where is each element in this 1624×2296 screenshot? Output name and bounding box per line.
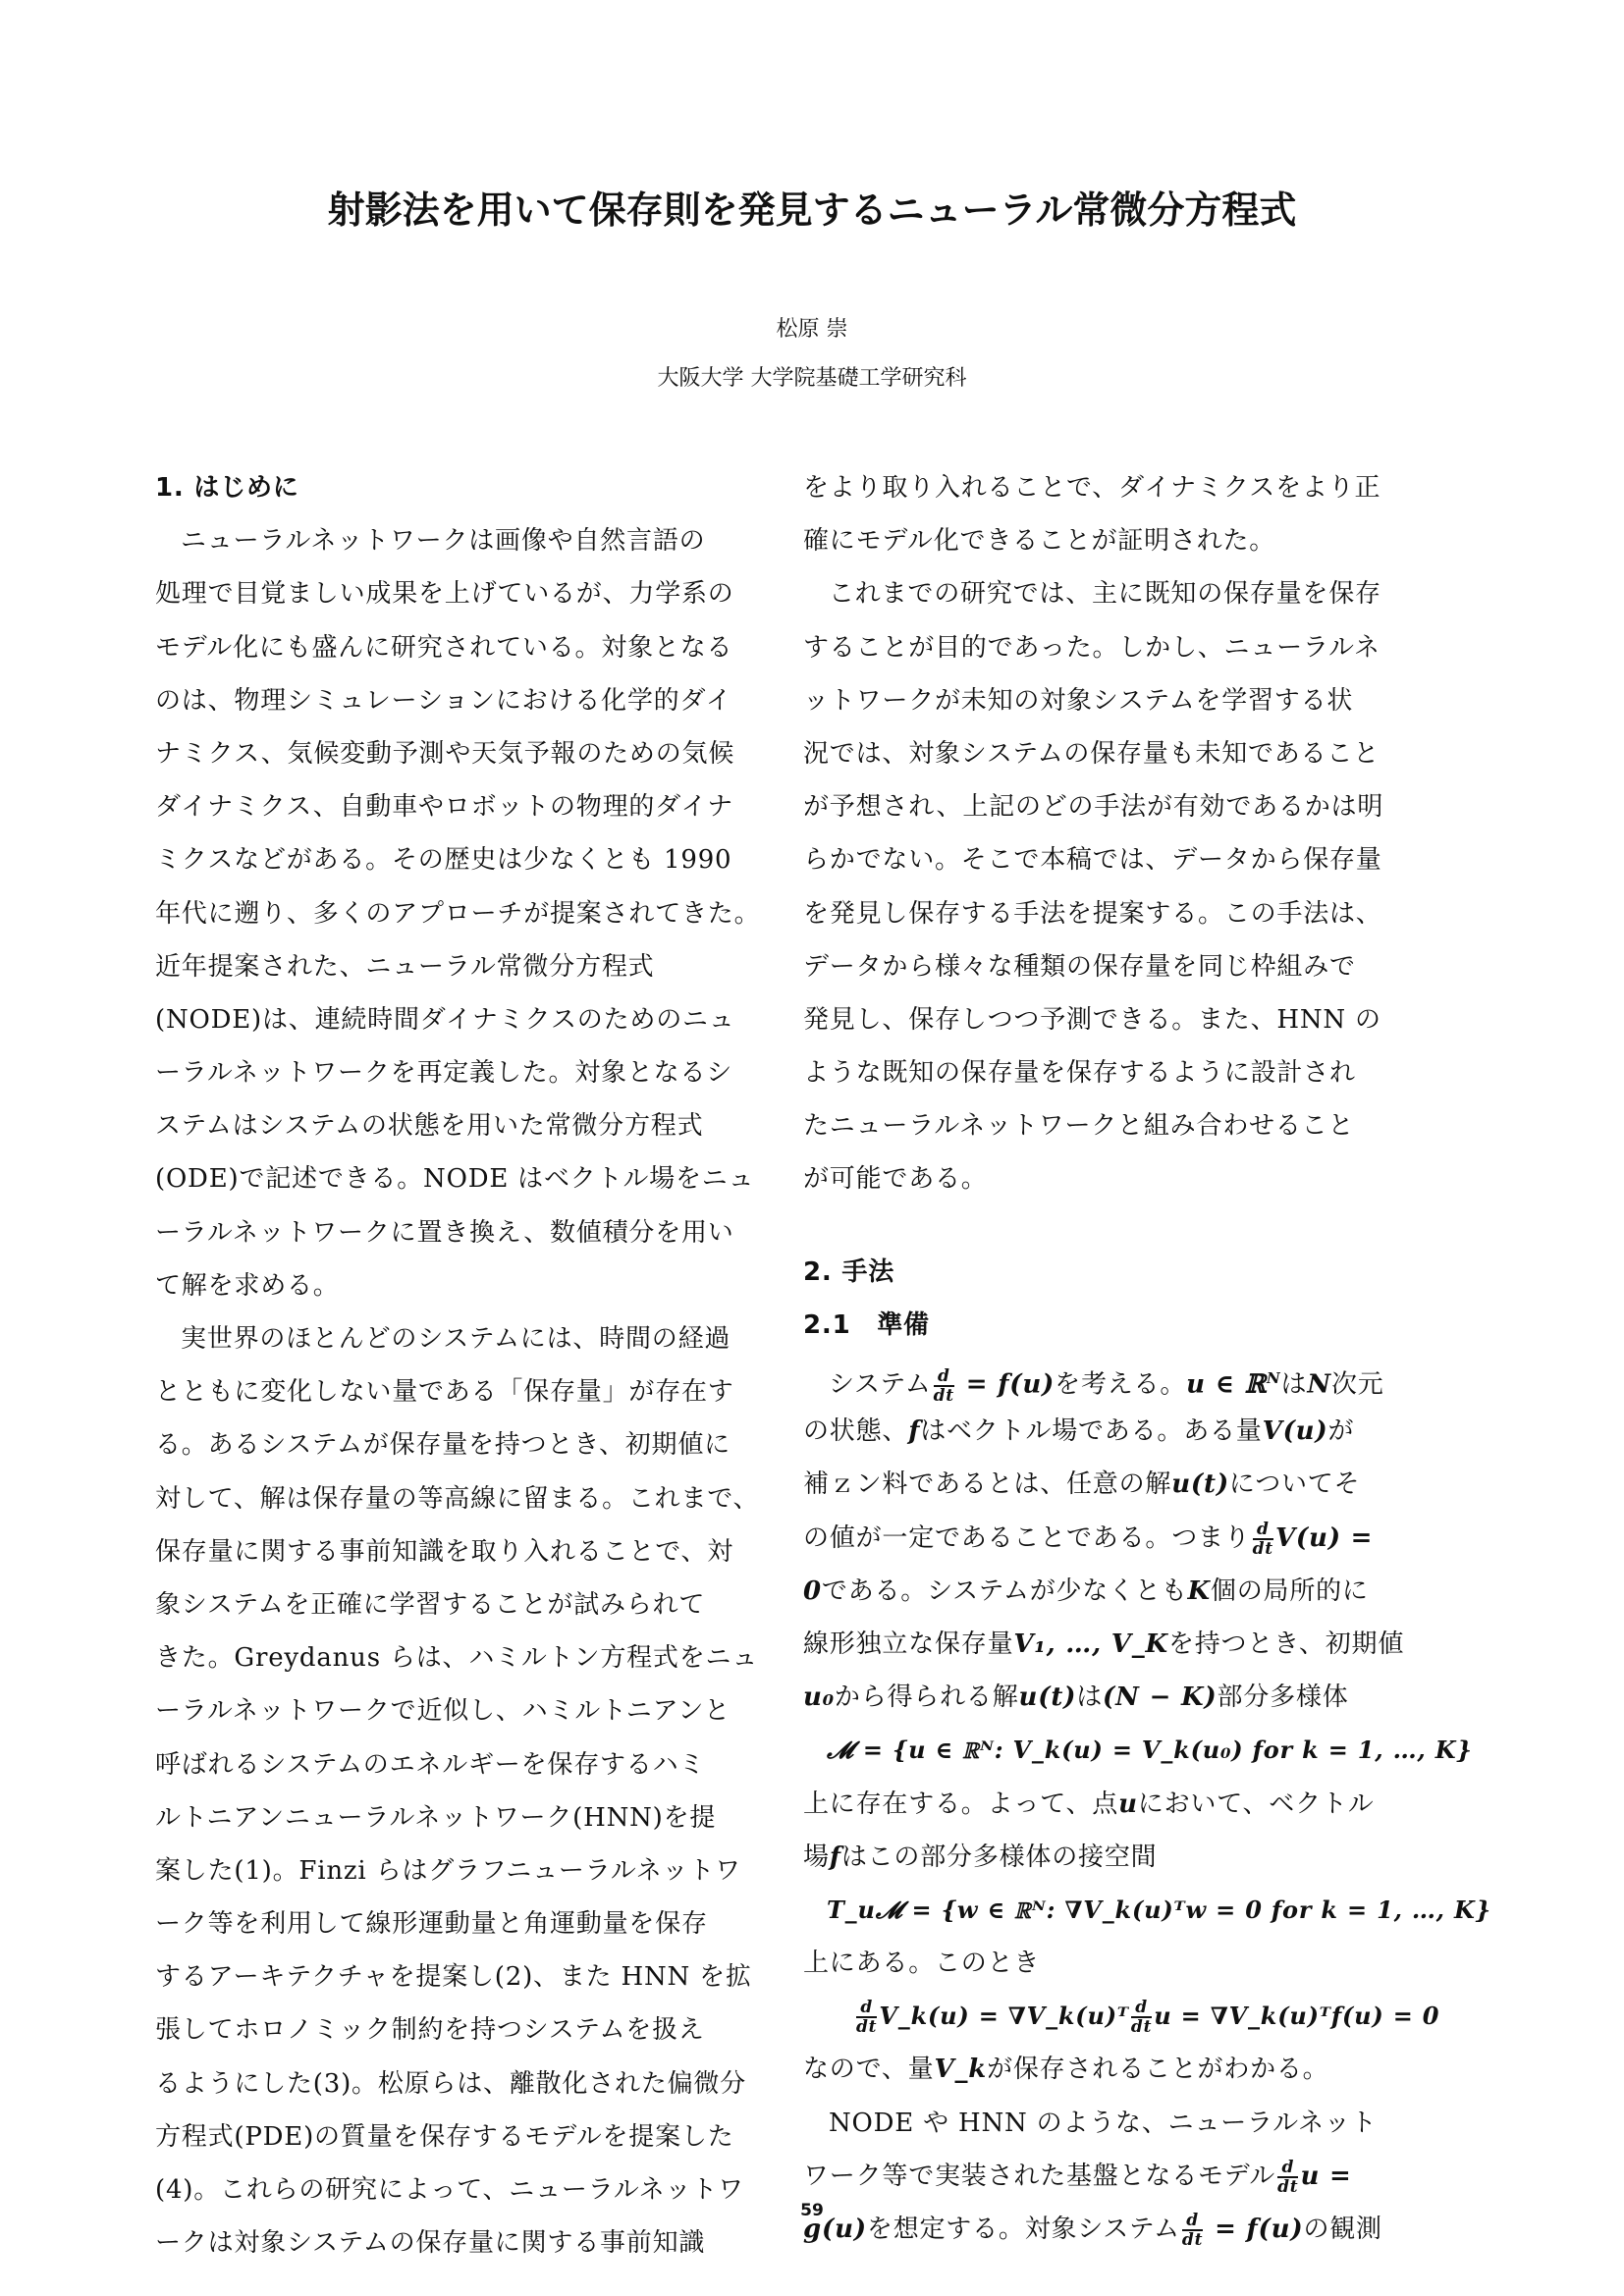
text-line: とともに変化しない量である「保存量」が存在す bbox=[155, 1377, 734, 1408]
method-line bbox=[803, 1405, 1432, 1458]
text-line: ーク等を利用して線形運動量と角運動量を保存 bbox=[155, 1909, 708, 1940]
method-line bbox=[803, 1831, 1432, 1884]
method-line bbox=[803, 1618, 1432, 1671]
text: はこの部分多様体の接空間 bbox=[840, 1842, 1158, 1872]
text-line: をより取り入れることで、ダイナミクスをより正 bbox=[803, 473, 1381, 503]
right-column bbox=[803, 461, 1491, 2256]
left-column bbox=[155, 461, 784, 2269]
math: 0 bbox=[803, 1575, 822, 1606]
text-line: (4)。これらの研究によって、ニューラルネットワ bbox=[155, 2175, 744, 2205]
text-line: を発見し保存する手法を提案する。この手法は、 bbox=[803, 898, 1382, 929]
equation-conservation bbox=[803, 1990, 1440, 2043]
math: V₁, …, V_K bbox=[1013, 1629, 1168, 1659]
math: V_k bbox=[934, 2055, 988, 2085]
text: を考える。 bbox=[1055, 1369, 1187, 1400]
text-line: 方程式(PDE)の質量を保存するモデルを提案した bbox=[155, 2121, 734, 2152]
text-line: 保存量に関する事前知識を取り入れることで、対 bbox=[155, 1536, 734, 1567]
text: を想定する。対象システム bbox=[866, 2215, 1180, 2244]
method-body bbox=[803, 1352, 1491, 2256]
text-line: 発見し、保存しつつ予測できる。また、HNN の bbox=[803, 1004, 1381, 1035]
method-line bbox=[803, 2043, 1432, 2096]
frac-den: dt bbox=[1130, 2017, 1153, 2038]
math: K bbox=[1187, 1575, 1211, 1606]
math: V(u) = bbox=[1274, 1522, 1374, 1553]
text-line: (ODE)で記述できる。NODE はベクトル場をニュ bbox=[155, 1164, 755, 1195]
text: が保存されることがわかる。 bbox=[987, 2055, 1329, 2085]
text-line: データから様々な種類の保存量を同じ枠組みで bbox=[803, 951, 1356, 982]
text-line: ーラルネットワークで近似し、ハミルトニアンと bbox=[155, 1696, 731, 1727]
text-line: る。あるシステムが保存量を持つとき、初期値に bbox=[155, 1430, 731, 1461]
text-line: 近年提案された、ニューラル常微分方程式 bbox=[155, 951, 655, 982]
derivative-fraction bbox=[1131, 1999, 1152, 2036]
text-line: ーラルネットワークに置き換え、数値積分を用い bbox=[155, 1217, 734, 1248]
frac-den: dt bbox=[1181, 2230, 1204, 2250]
text-line: ような既知の保存量を保存するように設計され bbox=[803, 1058, 1356, 1089]
method-line: NODE や HNN のような、ニューラルネット bbox=[829, 2108, 1378, 2138]
text-line: 張してホロノミック制約を持つシステムを扱え bbox=[155, 2015, 705, 2046]
text-line: ルトニアンニューラルネットワーク(HNN)を提 bbox=[155, 1802, 717, 1833]
text-line: 処理で目覚ましい成果を上げているが、力学系の bbox=[155, 579, 734, 610]
equation-tangent-space: T_u𝓜 = {w ∈ ℝᴺ: ∇V_k(u)ᵀw = 0 for k = 1, …, K} bbox=[827, 1895, 1491, 1924]
text: ワーク等で実装された基盤となるモデル bbox=[803, 2161, 1276, 2191]
method-line bbox=[803, 2150, 1432, 2203]
math: V(u) bbox=[1262, 1416, 1328, 1447]
text: 上に存在する。よって、点 bbox=[803, 1789, 1119, 1819]
text: 個の局所的に bbox=[1210, 1575, 1369, 1606]
text-line: することが目的であった。しかし、ニューラルネ bbox=[803, 632, 1380, 663]
frac-num: d bbox=[934, 1367, 954, 1387]
text-line: モデル化にも盛んに研究されている。対象となる bbox=[155, 632, 733, 663]
introduction-continued bbox=[803, 461, 1432, 1206]
math: u(t) bbox=[1018, 1682, 1077, 1713]
frac-den: dt bbox=[1252, 1538, 1273, 1559]
math: g(u) bbox=[803, 2215, 867, 2244]
frac-num: d bbox=[1131, 1999, 1152, 2018]
text: 次元 bbox=[1330, 1369, 1384, 1400]
text-line: のは、物理シミュレーションにおける化学的ダイ bbox=[155, 685, 732, 716]
text-line: ークは対象システムの保存量に関する事前知識 bbox=[155, 2228, 706, 2259]
text: を持つとき、初期値 bbox=[1167, 1629, 1405, 1659]
text-line: 年代に遡り、多くのアプローチが提案されてきた。 bbox=[155, 898, 761, 929]
frac-num: d bbox=[1182, 2212, 1203, 2231]
method-line bbox=[803, 1565, 1432, 1618]
section-heading-method: 2. 手法 bbox=[803, 1256, 895, 1287]
text-line: ステムはシステムの状態を用いた常微分方程式 bbox=[155, 1111, 704, 1142]
method-line bbox=[803, 1352, 1432, 1405]
text-line: が可能である。 bbox=[803, 1164, 988, 1195]
derivative-fraction bbox=[934, 1367, 954, 1405]
text: 部分多様体 bbox=[1217, 1682, 1349, 1713]
text-line: 況では、対象システムの保存量も未知であること bbox=[803, 738, 1380, 769]
text: が bbox=[1327, 1416, 1355, 1447]
text-line: 呼ばれるシステムのエネルギーを保存するハミ bbox=[155, 1749, 706, 1780]
introduction-body bbox=[155, 514, 784, 2269]
math: N bbox=[1307, 1369, 1331, 1400]
derivative-fraction bbox=[1253, 1521, 1273, 1558]
text: システム bbox=[829, 1369, 932, 1400]
section-spacer bbox=[803, 1206, 1432, 1246]
text: 線形独立な保存量 bbox=[803, 1629, 1014, 1659]
math: f bbox=[829, 1842, 841, 1872]
method-line bbox=[803, 1512, 1432, 1565]
text-line: 案した(1)。Finzi らはグラフニューラルネットワ bbox=[155, 1855, 741, 1886]
math: = f(u) bbox=[1205, 2215, 1304, 2244]
text: についてそ bbox=[1228, 1469, 1361, 1500]
frac-num: d bbox=[1253, 1521, 1273, 1540]
derivative-fraction bbox=[856, 1999, 877, 2036]
text: の値が一定であることである。つまり bbox=[803, 1522, 1251, 1553]
text-line: らかでない。そこで本稿では、データから保存量 bbox=[803, 845, 1382, 876]
math: u₀ bbox=[803, 1682, 835, 1713]
text-line: 確にモデル化できることが証明された。 bbox=[803, 526, 1276, 557]
text-line: きた。Greydanus らは、ハミルトン方程式をニュ bbox=[155, 1643, 759, 1674]
page-number: 59 bbox=[800, 2201, 824, 2220]
author-affiliation: 大阪大学 大学院基礎工学研究科 bbox=[657, 366, 967, 391]
text-line: が予想され、上記のどの手法が有効であるかは明 bbox=[803, 792, 1384, 823]
paper-title: 射影法を用いて保存則を発見するニューラル常微分方程式 bbox=[327, 188, 1297, 232]
math: u(t) bbox=[1171, 1469, 1229, 1500]
text-line: するアーキテクチャを提案し(2)、また HNN を拡 bbox=[155, 1962, 752, 1993]
method-line bbox=[803, 1778, 1432, 1831]
author-name: 松原 崇 bbox=[776, 317, 848, 342]
subsection-heading-preparation: 2.1 準備 bbox=[803, 1309, 930, 1340]
text-line: たニューラルネットワークと組み合わせること bbox=[803, 1111, 1355, 1142]
math: V_k(u) = ∇V_k(u)ᵀ bbox=[879, 2002, 1129, 2031]
text: は bbox=[1076, 1682, 1104, 1713]
text: から得られる解 bbox=[834, 1682, 1019, 1713]
text-line: ミクスなどがある。その歴史は少なくとも 1990 bbox=[155, 845, 732, 876]
derivative-fraction bbox=[1277, 2159, 1298, 2196]
frac-den: dt bbox=[856, 2017, 878, 2038]
text-line: ダイナミクス、自動車やロボットの物理的ダイナ bbox=[155, 792, 734, 823]
math: = f(u) bbox=[955, 1369, 1056, 1400]
text: はベクトル場である。ある量 bbox=[920, 1416, 1263, 1447]
math: f bbox=[908, 1416, 921, 1447]
frac-den: dt bbox=[1277, 2176, 1299, 2197]
frac-num: d bbox=[856, 1999, 877, 2018]
math: u = bbox=[1300, 2161, 1352, 2191]
text-line: ットワークが未知の対象システムを学習する状 bbox=[803, 685, 1354, 716]
text-line: 象システムを正確に学習することが試みられて bbox=[155, 1589, 706, 1620]
text: である。システムが少なくとも bbox=[821, 1575, 1188, 1606]
text: は bbox=[1280, 1369, 1308, 1400]
section-heading-introduction: 1. はじめに bbox=[155, 473, 299, 503]
math: u bbox=[1118, 1789, 1138, 1819]
method-line bbox=[803, 1458, 1432, 1511]
text: なので、量 bbox=[803, 2055, 935, 2085]
text-line: 実世界のほとんどのシステムには、時間の経過 bbox=[181, 1324, 731, 1354]
method-line: 上にある。このとき bbox=[803, 1949, 1041, 1979]
text: の観測 bbox=[1303, 2215, 1382, 2244]
math: u = ∇V_k(u)ᵀf(u) = 0 bbox=[1154, 2002, 1440, 2031]
text: 場 bbox=[803, 1842, 830, 1872]
method-line bbox=[803, 1671, 1432, 1724]
text-line: るようにした(3)。松原らは、離散化された偏微分 bbox=[155, 2068, 747, 2099]
text-line: ーラルネットワークを再定義した。対象となるシ bbox=[155, 1058, 733, 1089]
frac-num: d bbox=[1277, 2159, 1298, 2178]
text-line: ナミクス、気候変動予測や天気予報のための気候 bbox=[155, 738, 735, 769]
text: において、ベクトル bbox=[1137, 1789, 1375, 1819]
equation-manifold: 𝓜 = {u ∈ ℝᴺ: V_k(u) = V_k(u₀) for k = 1, …, K} bbox=[827, 1735, 1473, 1765]
text: の状態、 bbox=[803, 1416, 909, 1447]
text-line: (NODE)は、連続時間ダイナミクスのためのニュ bbox=[155, 1004, 735, 1035]
text-line: これまでの研究では、主に既知の保存量を保存 bbox=[829, 579, 1381, 610]
text: 補ｚン料であるとは、任意の解 bbox=[803, 1469, 1172, 1500]
text-line: 対して、解は保存量の等高線に留まる。これまで、 bbox=[155, 1483, 760, 1514]
frac-den: dt bbox=[933, 1385, 954, 1406]
text-line: て解を求める。 bbox=[155, 1270, 340, 1301]
math: (N − K) bbox=[1103, 1682, 1218, 1713]
math-sup: N bbox=[1267, 1369, 1281, 1387]
text-line: ニューラルネットワークは画像や自然言語の bbox=[181, 526, 706, 557]
math: u ∈ ℝ bbox=[1186, 1369, 1268, 1400]
